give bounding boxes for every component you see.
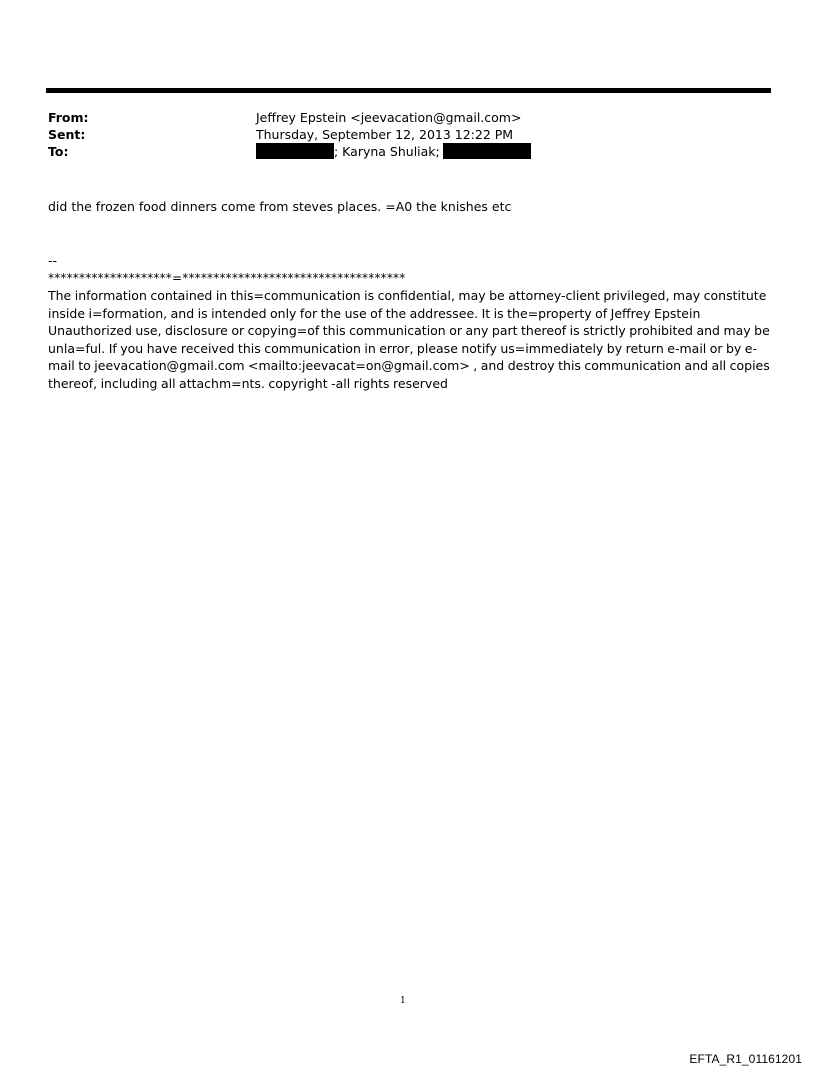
email-body: did the frozen food dinners come from steves places. =A0 the knishes etc [48,199,512,214]
confidentiality-disclaimer: The information contained in this=communication is confidential, may be attorney-client privileged, may constitute inside i=formation, and is intended only for the use of the addressee. It is the=property of Jeffrey Epstein Unauthorized use, disclosure or copying=of this communication or any part thereof is strictly prohibited and may be unla=ful. If you have received this communication in error, please notify us=immediately by return e-mail or by e-mail to jeevacation@gmail.com <mailto:jeevacat=on@gmail.com> , and destroy this communication and all copies thereof, including all attachm=nts. copyright -all rights reserved [48,288,770,391]
to-value [256,143,531,160]
document-id: EFTA_R1_01161201 [689,1052,802,1066]
header-divider [46,88,771,93]
page-number: 1 [400,996,406,1006]
signature-dash: -- [48,253,58,268]
from-value: Jeffrey Epstein <jeevacation@gmail.com> [256,110,522,125]
to-recipient-text: ; Karyna Shuliak; [334,144,440,159]
from-label: From: [48,110,89,125]
signature-stars: ********************=************************************ [48,270,406,285]
from-row [48,109,768,126]
redaction-box [443,143,531,159]
to-label: To: [48,144,69,159]
email-header [48,109,768,160]
sent-label: Sent: [48,127,86,142]
signature-block [48,252,772,392]
sent-row [48,126,768,143]
to-row [48,143,768,160]
sent-value: Thursday, September 12, 2013 12:22 PM [256,127,514,142]
redaction-box [256,143,334,159]
